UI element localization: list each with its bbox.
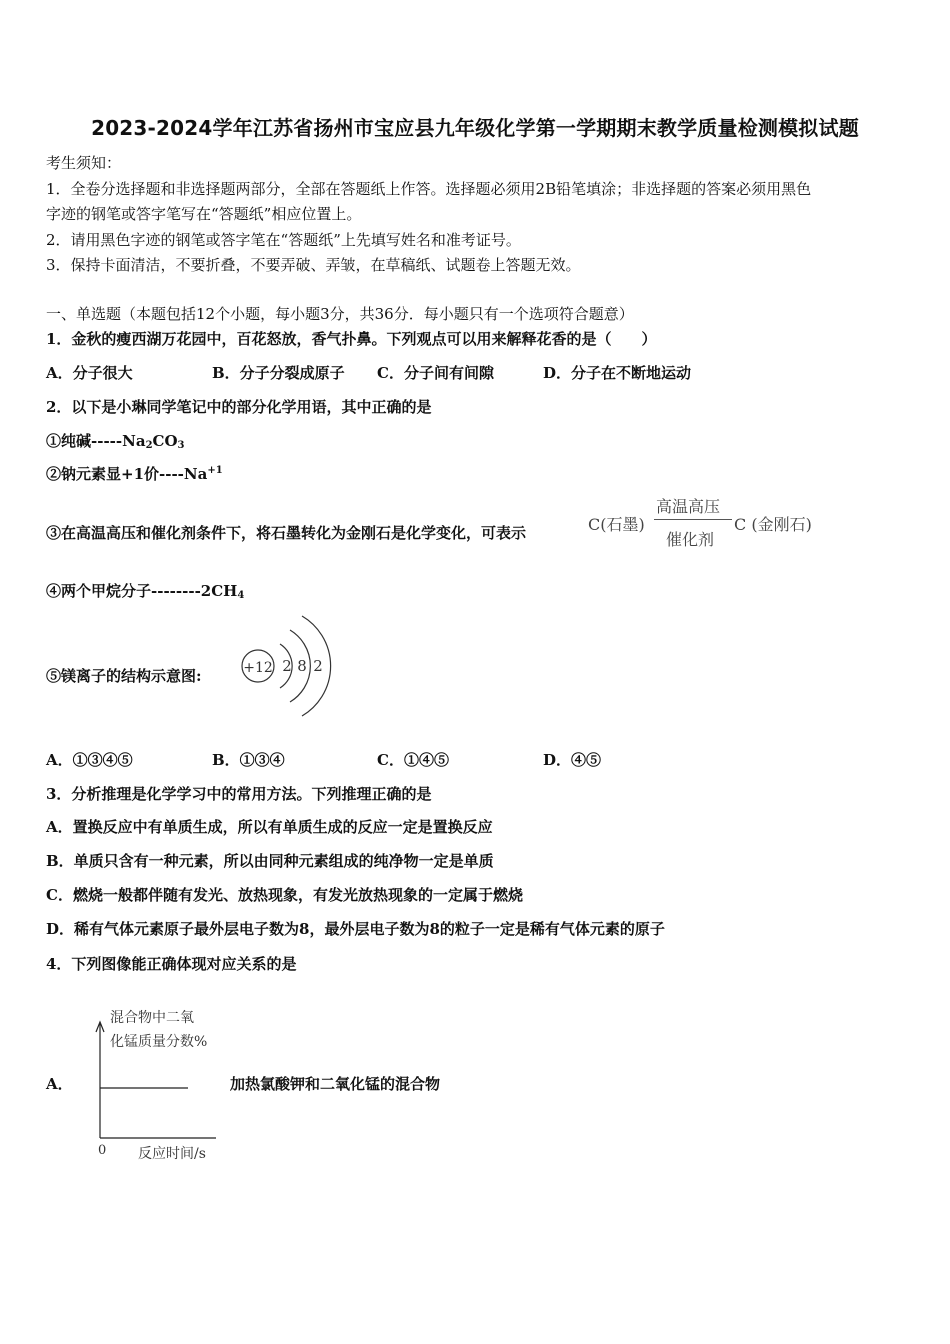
nucleus-charge: +12 — [243, 660, 273, 676]
q1-option-a[interactable]: A．分子很大 — [46, 364, 133, 382]
reaction-equation — [588, 494, 824, 552]
q4-option-a-graph — [92, 1002, 237, 1164]
graph-x-label: 反应时间/s — [138, 1146, 206, 1162]
q3-stem: 3．分析推理是化学学习中的常用方法。下列推理正确的是 — [46, 785, 432, 803]
notice-heading: 考生须知： — [46, 154, 122, 172]
q3-option-a[interactable]: A．置换反应中有单质生成，所以有单质生成的反应一定是置换反应 — [46, 818, 493, 836]
q3-option-b[interactable]: B．单质只含有一种元素，所以由同种元素组成的纯净物一定是单质 — [46, 852, 494, 870]
notice-line-2: 2．请用黑色字迹的钢笔或答字笔在“答题纸”上先填写姓名和准考证号。 — [46, 231, 521, 249]
q4-option-a-desc: 加热氯酸钾和二氧化锰的混合物 — [230, 1075, 441, 1093]
q2-item-4: ④两个甲烷分子$--------2CH_4$ — [46, 582, 245, 601]
equation-right: C (金刚石) — [734, 515, 812, 534]
shell-2-count: 8 — [297, 657, 307, 675]
q4-stem: 4．下列图像能正确体现对应关系的是 — [46, 955, 297, 973]
q1-option-b[interactable]: B．分子分裂成原子 — [212, 364, 345, 382]
graph-origin: 0 — [98, 1143, 107, 1158]
notice-line-3: 3．保持卡面清洁，不要折叠，不要弄破、弄皱，在草稿纸、试题卷上答题无效。 — [46, 256, 581, 274]
notice-line-1b: 字迹的钢笔或答字笔写在“答题纸”相应位置上。 — [46, 205, 362, 223]
q2-item-2: ②钠元素显+1价$----Na^{+1}$ — [46, 465, 223, 483]
q1-stem: 1．金秋的瘦西湖万花园中，百花怒放，香气扑鼻。下列观点可以用来解释花香的是（ ） — [46, 330, 657, 348]
q2-option-d[interactable]: D．④⑤ — [543, 751, 602, 769]
equation-condition-top: 高温高压 — [656, 497, 721, 516]
shell-1-count: 2 — [282, 657, 292, 675]
equation-left: C(石墨) — [588, 515, 645, 534]
graph-y-label-2: 化锰质量分数% — [110, 1034, 208, 1050]
section-heading: 一、单选题（本题包括12个小题，每小题3分，共36分．每小题只有一个选项符合题意） — [46, 305, 634, 323]
q3-option-d[interactable]: D．稀有气体元素原子最外层电子数为8，最外层电子数为8的粒子一定是稀有气体元素的原子 — [46, 920, 665, 938]
equation-arrow-line — [654, 519, 732, 520]
shell-3-count: 2 — [313, 657, 323, 675]
q4-option-a-label[interactable]: A． — [46, 1075, 73, 1093]
q1-option-c[interactable]: C．分子间有间隙 — [377, 364, 494, 382]
magnesium-ion-diagram — [236, 608, 336, 720]
q2-stem: 2．以下是小琳同学笔记中的部分化学用语，其中正确的是 — [46, 398, 432, 416]
q3-option-c[interactable]: C．燃烧一般都伴随有发光、放热现象，有发光放热现象的一定属于燃烧 — [46, 886, 523, 904]
q2-item-3: ③在高温高压和催化剂条件下，将石墨转化为金刚石是化学变化，可表示 — [46, 524, 527, 542]
equation-condition-bottom: 催化剂 — [666, 530, 715, 549]
q1-option-d[interactable]: D．分子在不断地运动 — [543, 364, 692, 382]
graph-y-label-1: 混合物中二氧 — [110, 1010, 194, 1026]
q2-item-1: ①纯碱$-----Na_2CO_3$ — [46, 432, 185, 451]
q2-option-c[interactable]: C．①④⑤ — [377, 751, 449, 769]
q2-option-b[interactable]: B．①③④ — [212, 751, 285, 769]
q2-option-a[interactable]: A．①③④⑤ — [46, 751, 133, 769]
notice-line-1a: 1．全卷分选择题和非选择题两部分，全部在答题纸上作答。选择题必须用2B铅笔填涂；非选择题的答案必须用黑色 — [46, 180, 812, 198]
page-title: 2023-2024学年江苏省扬州市宝应县九年级化学第一学期期末教学质量检测模拟试题 — [91, 116, 859, 140]
q2-item-5: ⑤镁离子的结构示意图: — [46, 667, 202, 685]
